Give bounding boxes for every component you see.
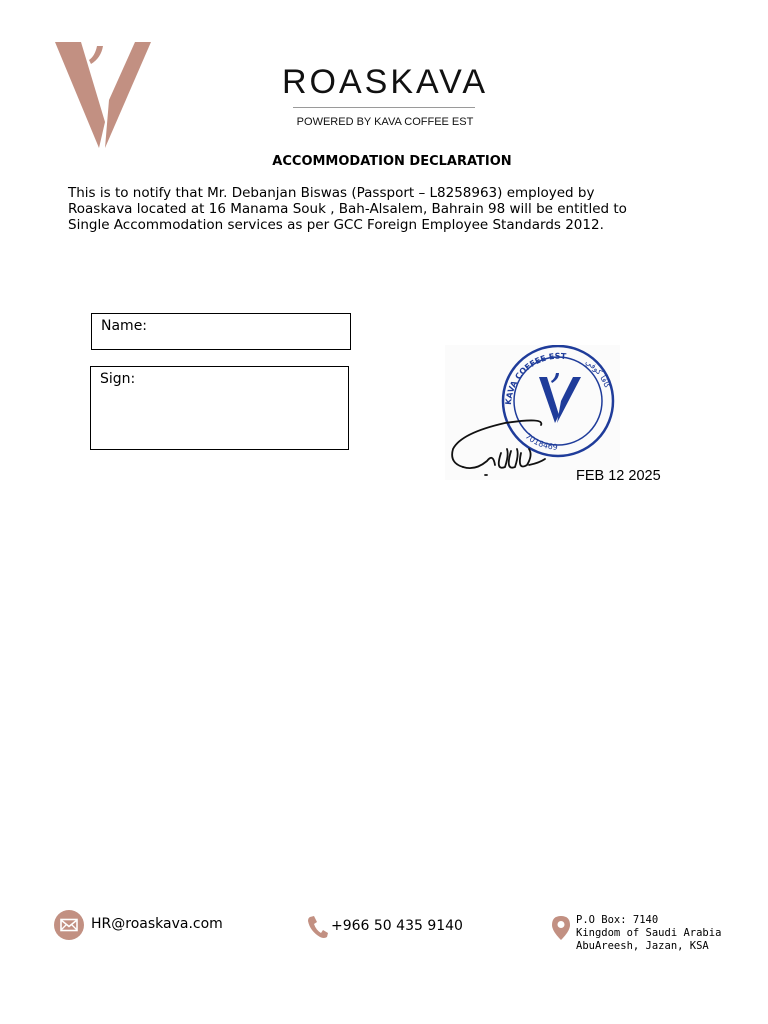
document-title: ACCOMMODATION DECLARATION: [272, 154, 512, 169]
brand-logo-mark: [55, 42, 153, 150]
address-line: AbuAreesh, Jazan, KSA: [576, 940, 709, 952]
brand-tagline: POWERED BY KAVA COFFEE EST: [296, 116, 474, 128]
name-label: Name:: [101, 318, 148, 334]
address-line: P.O Box: 7140: [576, 914, 659, 926]
sign-label: Sign:: [100, 371, 136, 387]
brand-name: ROASKAVA: [281, 63, 489, 101]
body-line: This is to notify that Mr. Debanjan Biswas (Passport – L8258963) employed by: [68, 185, 595, 201]
email-icon: [54, 910, 84, 940]
body-line: Single Accommodation services as per GCC Foreign Employee Standards 2012.: [68, 217, 604, 233]
name-field[interactable]: [91, 313, 351, 350]
company-stamp-and-signature: [445, 345, 620, 480]
sign-field[interactable]: [90, 366, 349, 450]
stamp-arabic-text: كافا كوفي: [583, 357, 613, 390]
footer-address: [576, 914, 721, 953]
declaration-body: [68, 185, 688, 233]
address-line: Kingdom of Saudi Arabia: [576, 927, 722, 939]
stamp-top-text: KAVA COFFEE EST: [503, 351, 567, 406]
footer-phone[interactable]: +966 50 435 9140: [331, 918, 463, 934]
declaration-date: FEB 12 2025: [576, 468, 661, 484]
brand-divider: [293, 107, 475, 108]
phone-icon: [306, 915, 328, 939]
location-pin-icon: [552, 916, 570, 940]
stamp-bottom-text: 7018469: [523, 431, 558, 452]
footer-email[interactable]: HR@roaskava.com: [91, 916, 223, 932]
body-line: Roaskava located at 16 Manama Souk , Bah-Alsalem, Bahrain 98 will be entitled to: [68, 201, 627, 217]
